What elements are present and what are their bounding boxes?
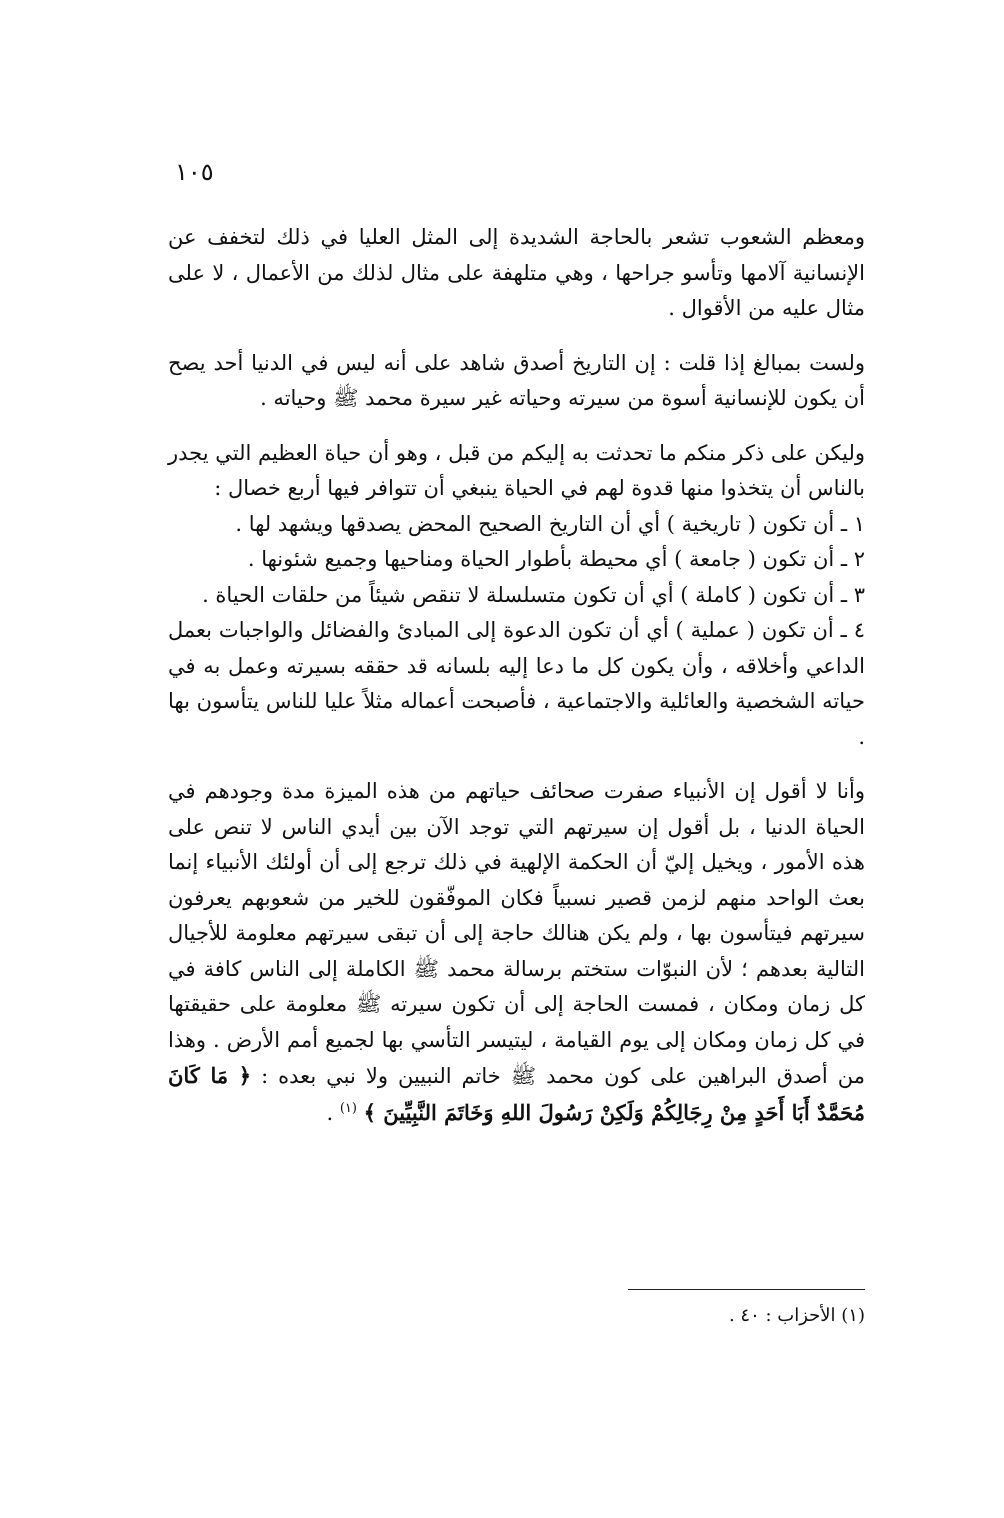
list-item-3: ٣ ـ أن تكون ( كاملة ) أي أن تكون متسلسلة لا تنقص شيئاً من حلقات الحياة . (202, 582, 865, 607)
closing-end: . (326, 1100, 340, 1125)
list-item-1: ١ ـ أن تكون ( تاريخية ) أي أن التاريخ الصحيح المحض يصدقها ويشهد لها . (235, 511, 865, 536)
list-item-4: ٤ ـ أن تكون ( عملية ) أي أن تكون الدعوة إلى المبادئ والفضائل والواجبات بعمل الداعي وأخلاقه ، وأن يكون كل ما دعا إليه بلسانه قد حققه بسيرته وعمل به في حياته الشخصية والعائلية والاجتماعية ، فأصبحت أعماله مثلاً عليا للناس يتأسون بها . (168, 618, 865, 749)
closing-paragraph (168, 774, 865, 1131)
page-number: ١٠٥ (175, 158, 214, 186)
list-item-2: ٢ ـ أن تكون ( جامعة ) أي محيطة بأطوار الحياة ومناحيها وجميع شئونها . (247, 547, 865, 571)
paragraph-3: وليكن على ذكر منكم ما تحدثت به إليكم من قبل ، وهو أن حياة العظيم التي يجدر بالناس أن يتخذوا منها قدوة لهم في الحياة ينبغي أن تتوافر فيها أربع خصال : (168, 440, 865, 500)
footnote-separator (628, 1289, 865, 1290)
page-body (168, 220, 865, 1131)
paragraph-1: ومعظم الشعوب تشعر بالحاجة الشديدة إلى المثل العليا في ذلك لتخفف عن الإنسانية آلامها وتأسو جراحها ، وهي متلهفة على مثال لذلك من الأعمال ، لا على مثال عليه من الأقوال . (168, 225, 865, 320)
paragraph-2: ولست بمبالغ إذا قلت : إن التاريخ أصدق شاهد على أنه ليس في الدنيا أحد يصح أن يكون للإنسانية أسوة من سيرته وحياته غير سيرة محمد ﷺ وحياته . (168, 350, 865, 410)
closing-text: وأنا لا أقول إن الأنبياء صفرت صحائف حياتهم من هذه الميزة مدة وجودهم في الحياة الدنيا ، بل أقول إن سيرتهم التي توجد الآن بين أيدي الناس لا تنص على هذه الأمور ، ويخيل إليّ أن الحكمة الإلهية في ذلك ترجع إلى أن أولئك الأنبياء إنما بعث الواحد منهم لزمن قصير نسبياً فكان الموفّقون للخير من شعوبهم يعرفون سيرتهم فيتأسون بها ، ولم يكن هنالك حاجة إلى أن تبقى سيرتهم معلومة للأجيال التالية بعدهم ؛ لأن النبوّات ستختم برسالة محمد ﷺ الكاملة إلى الناس كافة في كل زمان ومكان ، فمست الحاجة إلى أن تكون سيرته ﷺ معلومة على حقيقتها في كل زمان ومكان إلى يوم القيامة ، ليتيسر التأسي بها لجميع أمم الأرض . وهذا من أصدق البراهين على كون محمد ﷺ خاتم النبيين ولا نبي بعده : (168, 779, 865, 1088)
footnote: (١) الأحزاب : ٤٠ . (728, 1305, 865, 1326)
quran-verse: ﴿ مَا كَانَ مُحَمَّدٌ أَبَا أَحَدٍ مِنْ رِجَالِكُمْ وَلَكِنْ رَسُولَ اللهِ وَخَاتَمَ النَّبِيِّينَ ﴾ (168, 1063, 865, 1125)
footnote-marker: (١) (339, 1100, 357, 1116)
